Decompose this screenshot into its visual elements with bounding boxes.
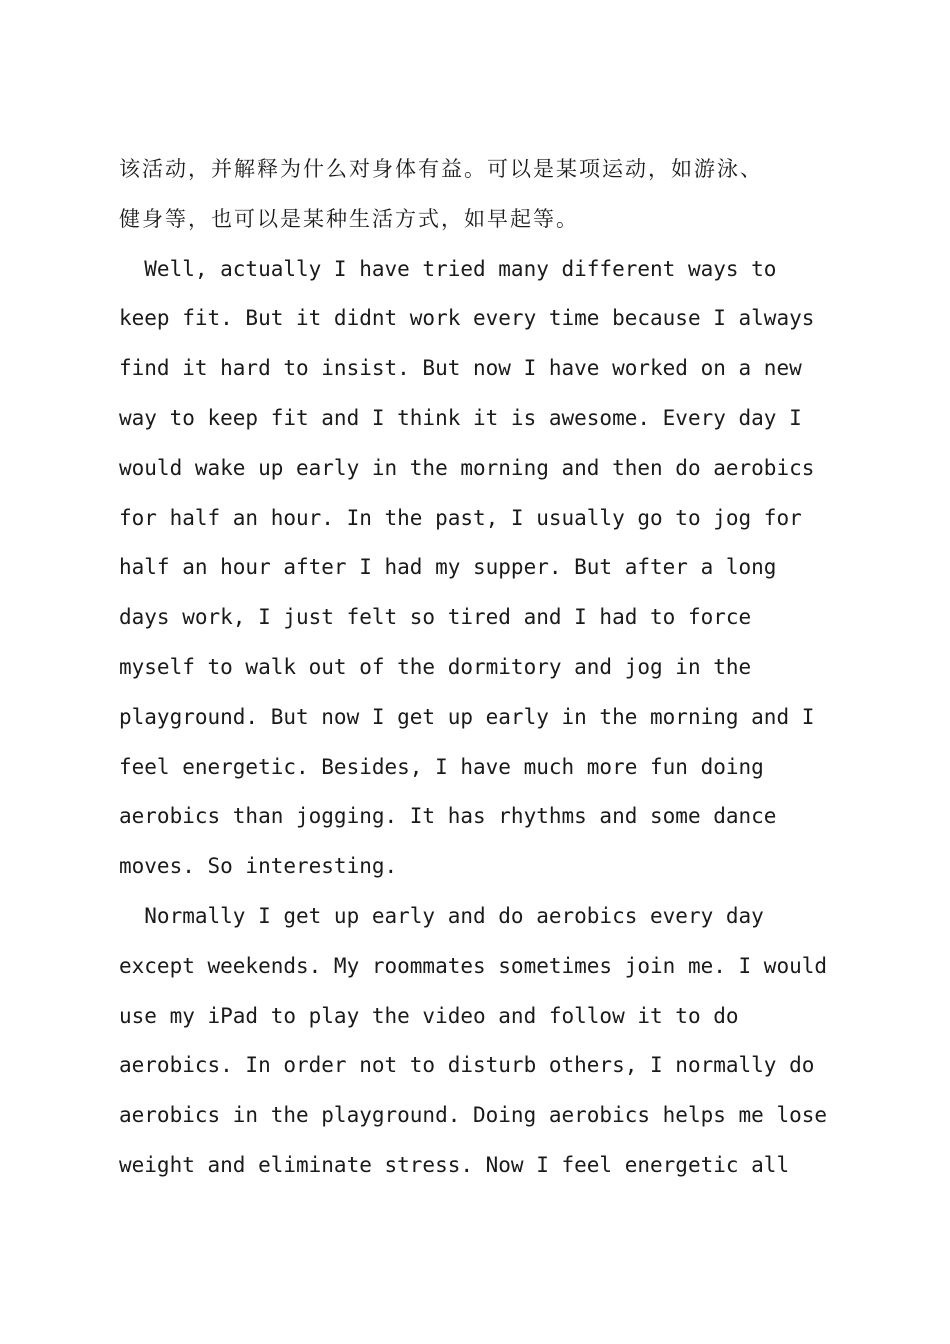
text-line: except weekends. My roommates sometimes join me. I would xyxy=(119,953,828,978)
text-line: find it hard to insist. But now I have worked on a new xyxy=(119,356,802,381)
text-line: days work, I just felt so tired and I had to force xyxy=(119,605,752,630)
text-line: Normally I get up early and do aerobics every day xyxy=(119,903,764,928)
text-line: aerobics in the playground. Doing aerobics helps me lose xyxy=(119,1103,828,1128)
text-line: Well, actually I have tried many different ways to xyxy=(119,256,777,281)
text-line: way to keep fit and I think it is awesome. Every day I xyxy=(119,405,802,430)
text-line: keep fit. But it didnt work every time because I always xyxy=(119,306,815,331)
text-line: feel energetic. Besides, I have much more fun doing xyxy=(119,754,764,779)
text-line: 健身等，也可以是某种生活方式，如早起等。 xyxy=(119,206,579,231)
text-line: half an hour after I had my supper. But after a long xyxy=(119,555,777,580)
text-line: aerobics. In order not to disturb others, I normally do xyxy=(119,1053,815,1078)
text-line: weight and eliminate stress. Now I feel energetic all xyxy=(119,1152,790,1177)
text-line: use my iPad to play the video and follow it to do xyxy=(119,1003,739,1028)
document-body xyxy=(119,145,839,1191)
text-line: for half an hour. In the past, I usually go to jog for xyxy=(119,505,802,530)
text-line: 该活动，并解释为什么对身体有益。可以是某项运动，如游泳、 xyxy=(119,157,763,181)
text-line: moves. So interesting. xyxy=(119,854,398,879)
text-line: myself to walk out of the dormitory and jog in the xyxy=(119,654,752,679)
text-line: aerobics than jogging. It has rhythms and some dance xyxy=(119,804,777,829)
text-line: playground. But now I get up early in the morning and I xyxy=(119,704,815,729)
text-line: would wake up early in the morning and then do aerobics xyxy=(119,455,815,480)
